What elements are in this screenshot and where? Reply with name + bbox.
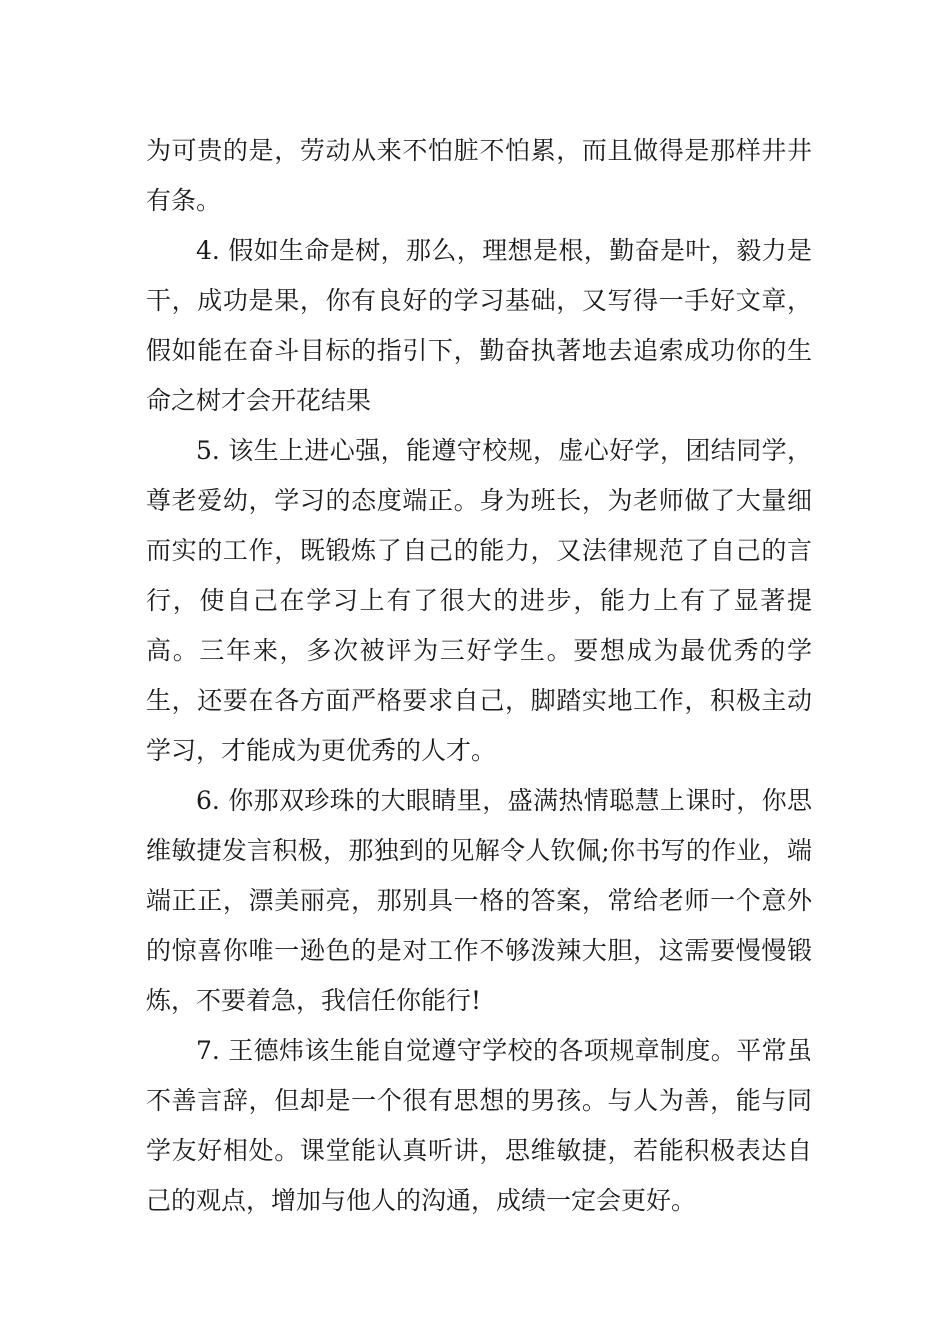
- paragraph-item-7: 7. 王德炜该生能自觉遵守学校的各项规章制度。平常虽不善言辞，但却是一个很有思想的男孩。与人为善，能与同学友好相处。课堂能认真听讲，思维敏捷，若能积极表达自己的观点，增加与他人的沟通，成绩一定会更好。: [146, 1036, 812, 1215]
- paragraph-item-4: 4. 假如生命是树，那么，理想是根，勤奋是叶，毅力是干，成功是果，你有良好的学习基础，又写得一手好文章，假如能在奋斗目标的指引下，勤奋执著地去追索成功你的生命之树才会开花结果: [146, 236, 812, 415]
- document-page: [146, 126, 812, 1226]
- paragraph-continuation: 为可贵的是，劳动从来不怕脏不怕累，而且做得是那样井井有条。: [146, 136, 812, 215]
- paragraph-item-5: 5. 该生上进心强，能遵守校规，虚心好学，团结同学，尊老爱幼，学习的态度端正。身为班长，为老师做了大量细而实的工作，既锻炼了自己的能力，又法律规范了自己的言行，使自己在学习上有了很大的进步，能力上有了显著提高。三年来，多次被评为三好学生。要想成为最优秀的学生，还要在各方面严格要求自己，脚踏实地工作，积极主动学习，才能成为更优秀的人才。: [146, 436, 812, 765]
- paragraph-item-6: 6. 你那双珍珠的大眼睛里，盛满热情聪慧上课时，你思维敏捷发言积极，那独到的见解令人钦佩;你书写的作业，端端正正，漂美丽亮，那别具一格的答案，常给老师一个意外的惊喜你唯一逊色的是对工作不够泼辣大胆，这需要慢慢锻炼，不要着急，我信任你能行!: [146, 786, 812, 1015]
